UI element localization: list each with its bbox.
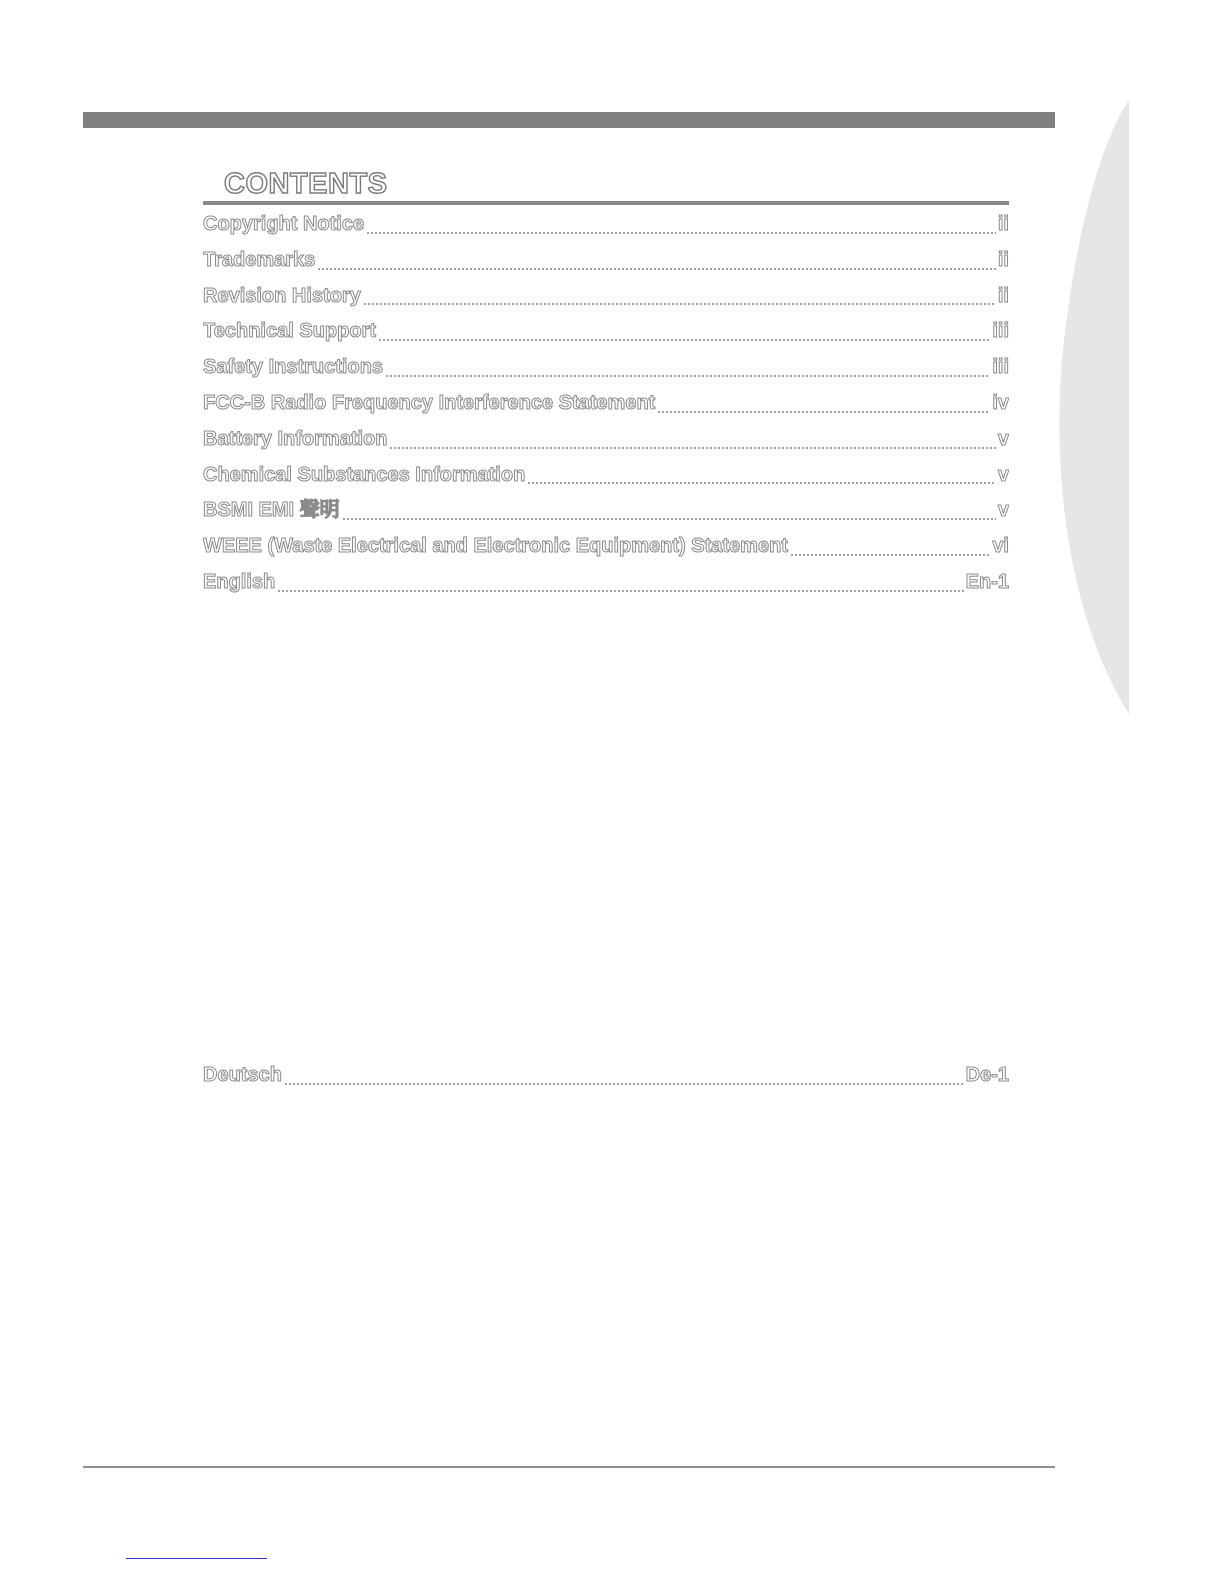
toc-entry-page: iii bbox=[992, 320, 1009, 343]
toc-entry-weee-statement[interactable] bbox=[203, 529, 1009, 565]
toc-entry-label: Safety Instructions bbox=[203, 356, 384, 379]
toc-entry-battery-information[interactable] bbox=[203, 422, 1009, 458]
toc-entry-page: De-1 bbox=[965, 1064, 1009, 1086]
toc-entry-label: Technical Support bbox=[203, 320, 376, 343]
toc-entry-revision-history[interactable] bbox=[203, 279, 1009, 315]
toc-entry-page: ii bbox=[997, 248, 1009, 271]
toc-leader-dots bbox=[284, 1083, 964, 1085]
toc-entry-page: ii bbox=[997, 213, 1009, 235]
toc-entry-english[interactable] bbox=[203, 565, 1009, 601]
toc-leader-dots bbox=[657, 411, 990, 413]
toc-entry-page: vi bbox=[992, 535, 1009, 558]
toc-entry-technical-support[interactable] bbox=[203, 314, 1009, 350]
toc-entry-chemical-substances[interactable] bbox=[203, 458, 1009, 494]
header-bar bbox=[83, 112, 1055, 128]
toc-entry-label: WEEE (Waste Electrical and Electronic Equipment) Statement bbox=[203, 535, 788, 558]
toc-leader-dots bbox=[277, 590, 963, 592]
toc-entry-bsmi-emi[interactable] bbox=[203, 493, 1009, 529]
toc-leader-dots bbox=[389, 447, 995, 449]
toc-leader-dots bbox=[363, 303, 996, 305]
toc-entry-page: iii bbox=[992, 356, 1009, 379]
toc-entry-copyright-notice[interactable] bbox=[203, 207, 1009, 243]
toc-entry-label: English bbox=[203, 570, 276, 593]
toc-entry-page: v bbox=[997, 427, 1009, 450]
toc-leader-dots bbox=[366, 232, 996, 234]
footer-underline bbox=[126, 1558, 267, 1559]
toc-entry-fcc-b-statement[interactable] bbox=[203, 386, 1009, 422]
toc-leader-dots bbox=[378, 339, 990, 341]
toc-entry-page: ii bbox=[997, 284, 1009, 307]
toc-entry-label: Copyright Notice bbox=[203, 213, 365, 235]
toc-entry-page: iv bbox=[992, 391, 1009, 414]
toc-entry-label: Revision History bbox=[203, 284, 361, 307]
toc-entry-trademarks[interactable] bbox=[203, 243, 1009, 279]
toc-entry-safety-instructions[interactable] bbox=[203, 350, 1009, 386]
toc-entry-label: Deutsch bbox=[203, 1064, 282, 1086]
toc-leader-dots bbox=[527, 482, 996, 484]
footer-rule bbox=[83, 1466, 1055, 1468]
toc-entry-page: v bbox=[997, 463, 1009, 486]
table-of-contents bbox=[203, 207, 1009, 601]
toc-entry-deutsch[interactable] bbox=[203, 1058, 1009, 1094]
toc-leader-dots bbox=[342, 518, 996, 520]
page-title: CONTENTS bbox=[224, 168, 388, 200]
toc-leader-dots bbox=[385, 375, 990, 377]
toc-entry-label: BSMI EMI 聲明 bbox=[203, 499, 340, 522]
toc-entry-label: Chemical Substances Information bbox=[203, 463, 526, 486]
toc-leader-dots bbox=[790, 554, 990, 556]
table-of-contents-continued bbox=[203, 1058, 1009, 1094]
toc-entry-page: En-1 bbox=[965, 570, 1009, 593]
toc-leader-dots bbox=[317, 268, 996, 270]
toc-entry-label: Battery Information bbox=[203, 427, 388, 450]
toc-entry-label: FCC-B Radio Frequency Interference Statement bbox=[203, 391, 656, 414]
title-rule bbox=[203, 201, 1009, 205]
toc-entry-label: Trademarks bbox=[203, 248, 316, 271]
toc-entry-page: v bbox=[997, 499, 1009, 522]
side-tab-decoration bbox=[1040, 100, 1140, 720]
